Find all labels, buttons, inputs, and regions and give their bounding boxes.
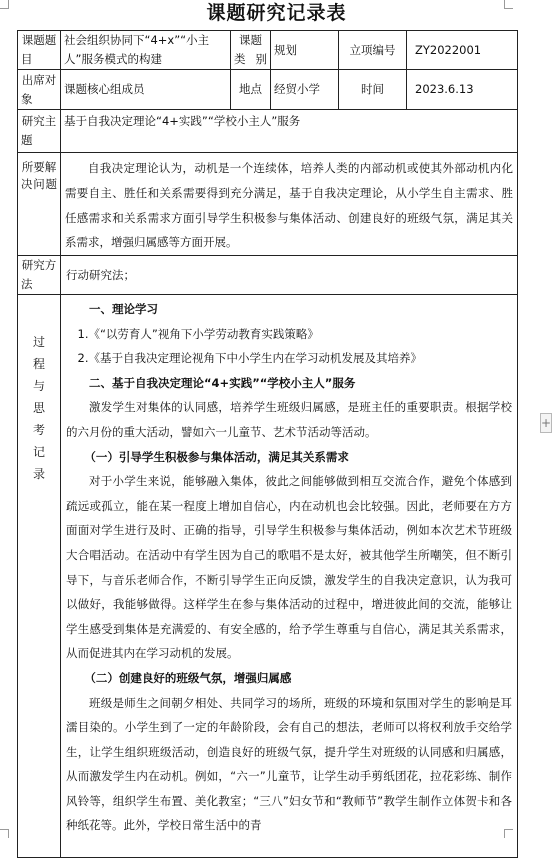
record-label-char: 程 — [32, 357, 45, 371]
record-label-char: 与 — [32, 379, 45, 393]
place-value: 经贸小学 — [271, 70, 339, 110]
heading-theory: 一、理论学习 — [89, 302, 158, 316]
practice-intro: 激发学生对集体的认同感，培养学生班级归属感，是班主任的重要职责。根据学校的六月份的重大活动，譬如六一儿童节、艺术节活动等活动。 — [66, 400, 512, 439]
category-label: 课题类别 — [231, 31, 271, 70]
project-id-label: 立项编号 — [339, 31, 407, 70]
theme-label: 研究主题 — [18, 110, 61, 153]
method-value: 行动研究法； — [61, 256, 518, 295]
row-topic — [18, 31, 518, 70]
attendees-label: 出席对象 — [18, 70, 61, 110]
row-theme — [18, 110, 518, 153]
project-id-value: ZY2022001 — [407, 31, 518, 70]
problem-cell — [61, 153, 518, 256]
time-label: 时间 — [339, 70, 407, 110]
problem-text: 自我决定理论认为，动机是一个连续体，培养人类的内部动机或使其外部动机内化需要自主、胜任和关系需要得到充分满足，基于自我决定理论，从小学生自主需求、胜任感需求和关系需求方面引导学生积极参与集体活动、创建良好的班级气氛，满足其关系需求，增强归属感等方面开展。 — [65, 161, 513, 250]
record-label-char: 过 — [32, 335, 45, 349]
record-label-char: 思 — [32, 401, 45, 415]
theme-value: 基于自我决定理论“4+实践”“学校小主人”服务 — [61, 110, 518, 153]
row-method — [18, 256, 518, 295]
attendees-value: 课题核心组成员 — [61, 70, 231, 110]
topic-label: 课题题目 — [18, 31, 61, 70]
record-label — [18, 295, 60, 485]
heading-practice: 二、基于自我决定理论“4+实践”“学校小主人”服务 — [89, 375, 356, 390]
class-atmosphere-text: 班级是师生之间朝夕相处、共同学习的场所，班级的环境和氛围对学生的影响是耳濡目染的。小学生到了一定的年龄阶段，会有自己的想法，老师可以将权利放手交给学生，让学生组织班级活动，创造良好的班级气氛，提升学生对班级的认同感和归属感，从而激发学生内在动机。例如，“六一”儿童节，让学生动手剪纸团花，拉花彩练、制作风铃等，组织学生布置、美化教室；“三八”妇女节和“教师节”教学生制作立体贺卡和各种纸花等。此外，学校日常生活中的青 — [66, 695, 512, 833]
record-label-char: 考 — [32, 423, 45, 437]
topic-value: 社会组织协同下“4+x”“小主人”服务模式的构建 — [61, 31, 231, 70]
row-attendees — [18, 70, 518, 110]
subheading-group-activity: （一）引导学生积极参与集体活动，满足其关系需求 — [84, 449, 349, 464]
place-label: 地点 — [231, 70, 271, 110]
method-label: 研究方法 — [18, 256, 61, 295]
expand-plus-icon[interactable]: + — [540, 413, 552, 433]
row-problem — [18, 153, 518, 256]
reading-item: 1.《“以劳育人”视角下小学劳动教育实践策略》 — [77, 326, 319, 341]
page-corner-mark — [0, 829, 9, 838]
row-record — [18, 295, 518, 858]
problem-label: 所要解决问题 — [18, 153, 61, 256]
page-title: 课题研究记录表 — [206, 2, 347, 24]
group-activity-text: 对于小学生来说，能够融入集体，彼此之间能够做到相互交流合作，避免个体感到疏远或孤立，能在某一程度上增加自信心，内在动机也会比较强。因此，老师要在方方面面对学生进行及时、正确的指导，引导学生积极参与集体活动，例如本次艺术节班级大合唱活动。在活动中有学生因为自己的歌唱不是太好，被其他学生所嘲笑，但不断引导下，与音乐老师合作，不断引导学生正向反馈，激发学生的自我决定意识，认为我可以做好，我能够做得。这样学生在参与集体活动的过程中，增进彼此间的交流，能够让学生感受到集体是充满爱的、有安全感的，给予学生尊重与自信心，满足其关系需求，从而促进其内在学习动机的发展。 — [66, 474, 512, 661]
record-label-cell — [18, 295, 61, 858]
time-value: 2023.6.13 — [407, 70, 518, 110]
record-label-char: 录 — [32, 467, 45, 481]
record-label-char: 记 — [32, 445, 45, 459]
category-value: 规划 — [271, 31, 339, 70]
record-table — [17, 30, 518, 858]
record-cell — [61, 295, 518, 858]
subheading-class-atmosphere: （二）创建良好的班级气氛，增强归属感 — [84, 670, 292, 685]
record-content — [66, 297, 512, 853]
reading-item: 2.《基于自我决定理论视角下中小学生内在学习动机发展及其培养》 — [77, 351, 422, 366]
